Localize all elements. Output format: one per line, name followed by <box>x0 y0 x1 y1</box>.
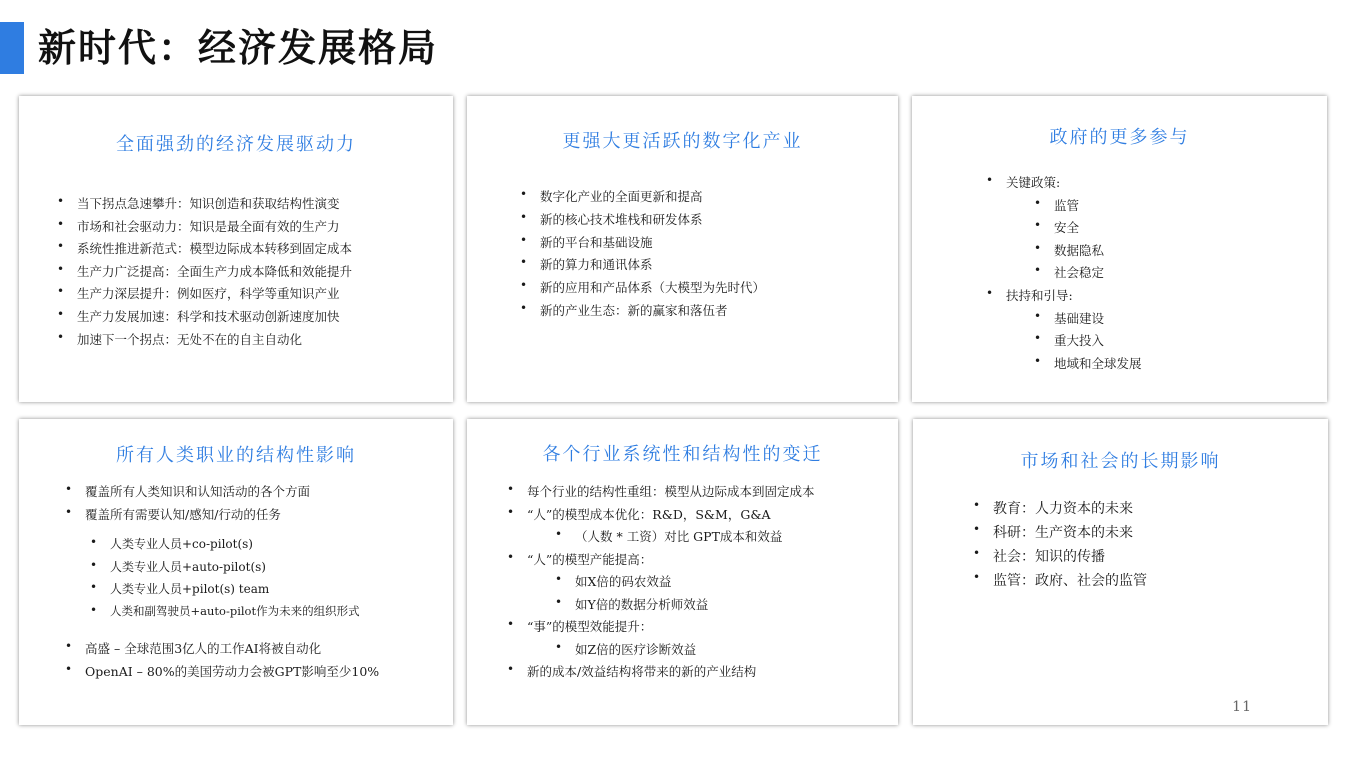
card-title: 更强大更活跃的数字化产业 <box>562 131 803 152</box>
list-item: • 覆盖所有人类知识和认知活动的各个方面 <box>85 482 310 505</box>
sub-bullet-list <box>1054 196 1104 286</box>
card-title: 所有人类职业的结构性影响 <box>116 445 356 466</box>
list-item: • 每个行业的结构性重组：模型从边际成本到固定成本 <box>527 482 815 505</box>
list-item: • “人”的模型产能提高： <box>527 550 815 573</box>
list-item: • 生产力发展加速：科学和技术驱动创新速度加快 <box>77 307 352 330</box>
list-item: • 如Z倍的医疗诊断效益 <box>575 640 815 663</box>
list-item: • 人类专业人员+auto-pilot(s) <box>110 558 360 581</box>
card-title: 全面强劲的经济发展驱动力 <box>116 134 356 155</box>
sub-bullet-list <box>110 535 360 625</box>
list-item: • 当下拐点急速攀升：知识创造和获取结构性演变 <box>77 194 352 217</box>
list-item: • 如X倍的码农效益 <box>575 572 815 595</box>
bullet-list <box>527 482 815 685</box>
list-item: • 新的产业生态：新的赢家和落伍者 <box>540 301 765 324</box>
list-item: • 高盛 – 全球范围3亿人的工作AI将被自动化 <box>85 639 379 662</box>
bullet-list <box>85 482 310 527</box>
list-item: • 关键政策: <box>1006 173 1060 196</box>
list-item: • 系统性推进新范式：模型边际成本转移到固定成本 <box>77 239 352 262</box>
list-item: • 扶持和引导: <box>1006 286 1073 309</box>
list-item: • 监管 <box>1054 196 1104 219</box>
list-item: • 安全 <box>1054 218 1104 241</box>
list-item: • 教育：人力资本的未来 <box>993 498 1147 522</box>
sub-bullet-list <box>1054 309 1142 377</box>
page-title: 新时代：经济发展格局 <box>38 25 439 70</box>
bullet-list <box>85 639 379 684</box>
list-item: • 生产力广泛提高：全面生产力成本降低和效能提升 <box>77 262 352 285</box>
list-item: • 市场和社会驱动力：知识是最全面有效的生产力 <box>77 217 352 240</box>
bullet-list <box>77 194 352 352</box>
list-item: • 生产力深层提升：例如医疗，科学等重知识产业 <box>77 284 352 307</box>
list-item: • 监管：政府、社会的监管 <box>993 570 1147 594</box>
list-item: • 加速下一个拐点：无处不在的自主自动化 <box>77 330 352 353</box>
list-item: • 新的算力和通讯体系 <box>540 255 765 278</box>
list-item: • 覆盖所有需要认知/感知/行动的任务 <box>85 505 310 528</box>
page-number: 11 <box>1232 699 1252 715</box>
list-item: • 数据隐私 <box>1054 241 1104 264</box>
card-title: 各个行业系统性和结构性的变迁 <box>542 444 823 465</box>
list-item: • 人类和副驾驶员+auto-pilot作为未来的组织形式 <box>110 603 360 626</box>
list-item: • “人”的模型成本优化：R&D，S&M，G&A <box>527 505 815 528</box>
list-item: • 人类专业人员+co-pilot(s) <box>110 535 360 558</box>
card-digital-industry <box>467 96 898 402</box>
list-item: • “事”的模型效能提升： <box>527 617 815 640</box>
list-item: • 如Y倍的数据分析师效益 <box>575 595 815 618</box>
list-item: • 人类专业人员+pilot(s) team <box>110 580 360 603</box>
title-accent-bar <box>0 22 24 74</box>
bullet-list <box>1006 173 1060 196</box>
bullet-list <box>993 498 1147 594</box>
bullet-list <box>540 187 765 324</box>
list-item: • 新的核心技术堆栈和研发体系 <box>540 210 765 233</box>
card-title: 政府的更多参与 <box>1049 127 1190 148</box>
list-item: • 地域和全球发展 <box>1054 354 1142 377</box>
card-economic-drivers <box>19 96 453 402</box>
card-title: 市场和社会的长期影响 <box>1020 451 1221 472</box>
card-long-term-impact <box>913 419 1328 725</box>
list-item: • 新的平台和基础设施 <box>540 233 765 256</box>
card-occupational-impact <box>19 419 453 725</box>
list-item: • OpenAI – 80%的美国劳动力会被GPT影响至少10% <box>85 662 379 685</box>
list-item: • 社会稳定 <box>1054 263 1104 286</box>
list-item: • 基础建设 <box>1054 309 1142 332</box>
list-item: • 重大投入 <box>1054 331 1142 354</box>
bullet-list <box>1006 286 1073 309</box>
list-item: • 科研：生产资本的未来 <box>993 522 1147 546</box>
list-item: • 新的应用和产品体系（大模型为先时代） <box>540 278 765 301</box>
card-industry-transformation <box>467 419 898 725</box>
list-item: • （人数 * 工资）对比 GPT成本和效益 <box>575 527 815 550</box>
list-item: • 社会：知识的传播 <box>993 546 1147 570</box>
card-government-participation <box>912 96 1327 402</box>
list-item: • 数字化产业的全面更新和提高 <box>540 187 765 210</box>
list-item: • 新的成本/效益结构将带来的新的产业结构 <box>527 662 815 685</box>
